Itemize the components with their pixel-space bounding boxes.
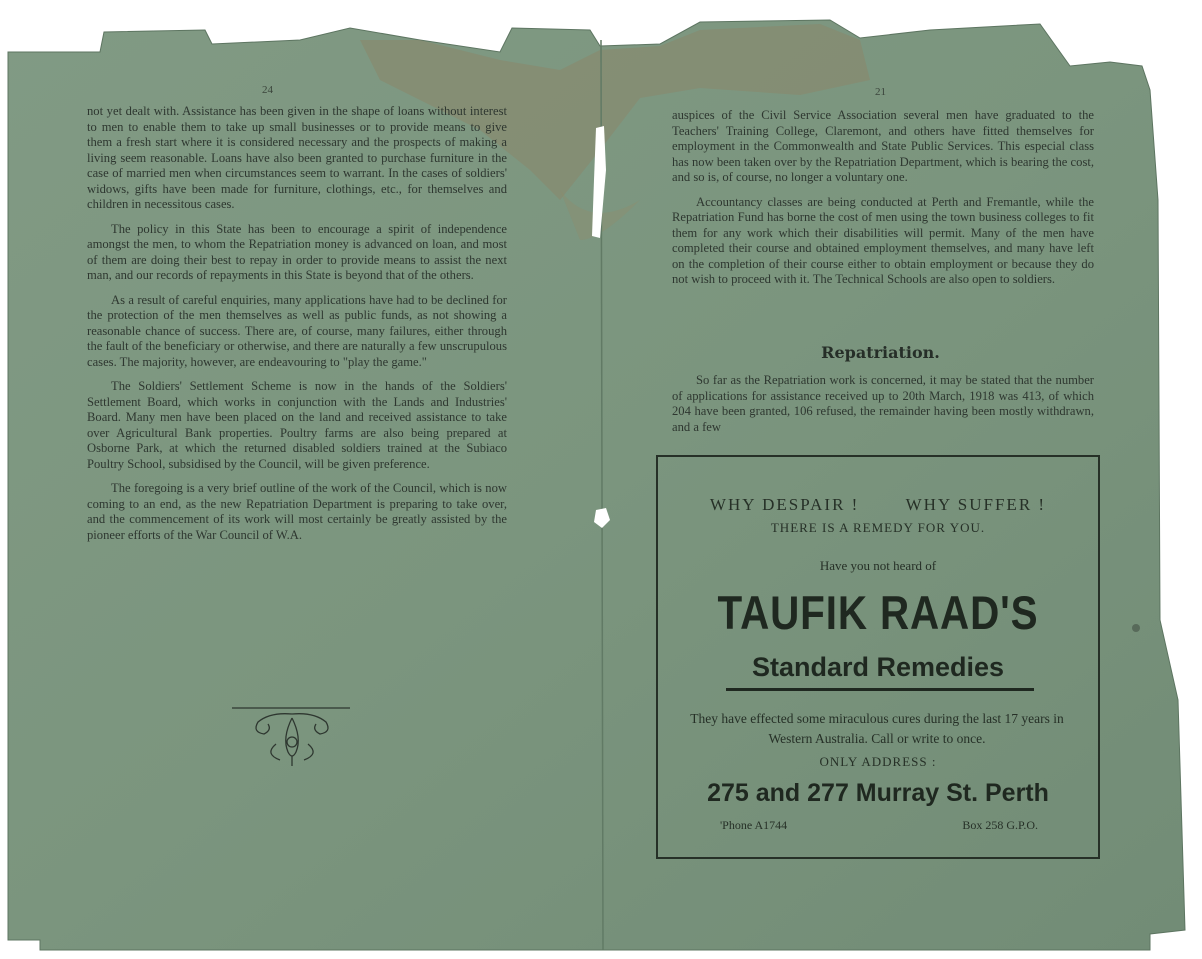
- left-page-text: [87, 104, 507, 552]
- ad-product: Standard Remedies: [751, 652, 1005, 682]
- paragraph: not yet dealt with. Assistance has been given in the shape of loans without interest to men to enable them to take up small businesses or to provide means to give them a fresh start where it is considered necessary and the prospects of making a living seem reasonable. Loans have also been granted to purchase furniture in the case of married men when circumstances seem to warrant. In the cases of soldiers' widows, gifts have been made for furniture, clothings, etc., for themselves and children in necessitous cases.: [87, 104, 507, 211]
- section-heading: Repatriation.: [821, 343, 940, 362]
- ad-tagline: [658, 495, 1098, 515]
- ad-heard: Have you not heard of: [819, 558, 937, 573]
- paragraph: auspices of the Civil Service Association several men have graduated to the Teachers' Training College, Claremont, and others have fitted themselves for employment in the Commonwealth and State Public Services. This especial class has now been taken over by the Repatriation Department, which is bearing the cost, and so is, of course, no longer a voluntary one.: [672, 108, 1094, 184]
- paragraph: The foregoing is a very brief outline of the work of the Council, which is now coming to an end, as the new Repatriation Department is preparing to take over, and the commencement of its work will most certainly be greatly assisted by the pioneer efforts of the War Council of W.A.: [87, 481, 507, 542]
- paragraph: The Soldiers' Settlement Scheme is now in the hands of the Soldiers' Settlement Board, which works in conjunction with the Lands and Industries' Board. Many men have been placed on the land and received assistance to take over Agricultural Bank properties. Poultry farms are also being prepared at Osborne Park, at which the returned disabled soldiers trained at the Subiaco Poultry School, subsidised by the Council, will be given preference.: [87, 379, 507, 471]
- ad-remedy: THERE IS A REMEDY FOR YOU.: [770, 520, 986, 535]
- ad-address-label: ONLY ADDRESS :: [819, 754, 937, 769]
- ad-box: Box 258 G.P.O.: [962, 818, 1038, 832]
- ad-address: 275 and 277 Murray St. Perth: [707, 779, 1049, 807]
- advertisement-box: [656, 455, 1100, 859]
- why-suffer: WHY SUFFER !: [905, 495, 1047, 514]
- paragraph: The policy in this State has been to encourage a spirit of independence amongst the men, to whom the Repatriation money is advanced on loan, and most of them are doing their best to repay in order to provide means to assist the next man, and our records of repayments in this State is beyond that of the others.: [87, 221, 507, 282]
- right-page-text: [672, 108, 1094, 297]
- ad-claim: They have effected some miraculous cures during the last 17 years in Western Australia. Call or write to once.: [690, 711, 1064, 746]
- page-number-left: 24: [262, 84, 273, 96]
- why-despair: WHY DESPAIR !: [709, 495, 860, 514]
- paragraph: Accountancy classes are being conducted at Perth and Fremantle, while the Repatriation Fund has borne the cost of men using the town business colleges to fit them for any work which their disabilities will permit. Many of the men have completed their course and obtained employment themselves, and many have left on the completion of their course either to obtain employment or because they do not wish to proceed with it. The Technical Schools are also open to soldiers.: [672, 194, 1094, 286]
- paragraph: So far as the Repatriation work is concerned, it may be stated that the number of applications for assistance received up to 20th March, 1918 was 413, of which 204 have been granted, 106 refused, the remainder having been mostly withdrawn, and a few: [672, 373, 1094, 434]
- page-number-right: 21: [875, 86, 886, 98]
- right-page-text-continued: [672, 373, 1094, 444]
- ad-underline: [726, 688, 1034, 691]
- ad-phone: 'Phone A1744: [720, 818, 788, 832]
- paragraph: As a result of careful enquiries, many applications have had to be declined for the protection of the men themselves as well as public funds, as not showing a reasonable chance of success. There are, of course, many failures, either through the fault of the beneficiary or otherwise, and there are naturally a few unscrupulous cases. The majority, however, are endeavouring to "play the game.": [87, 292, 507, 369]
- ad-brand: TAUFIK RAAD'S: [717, 586, 1039, 639]
